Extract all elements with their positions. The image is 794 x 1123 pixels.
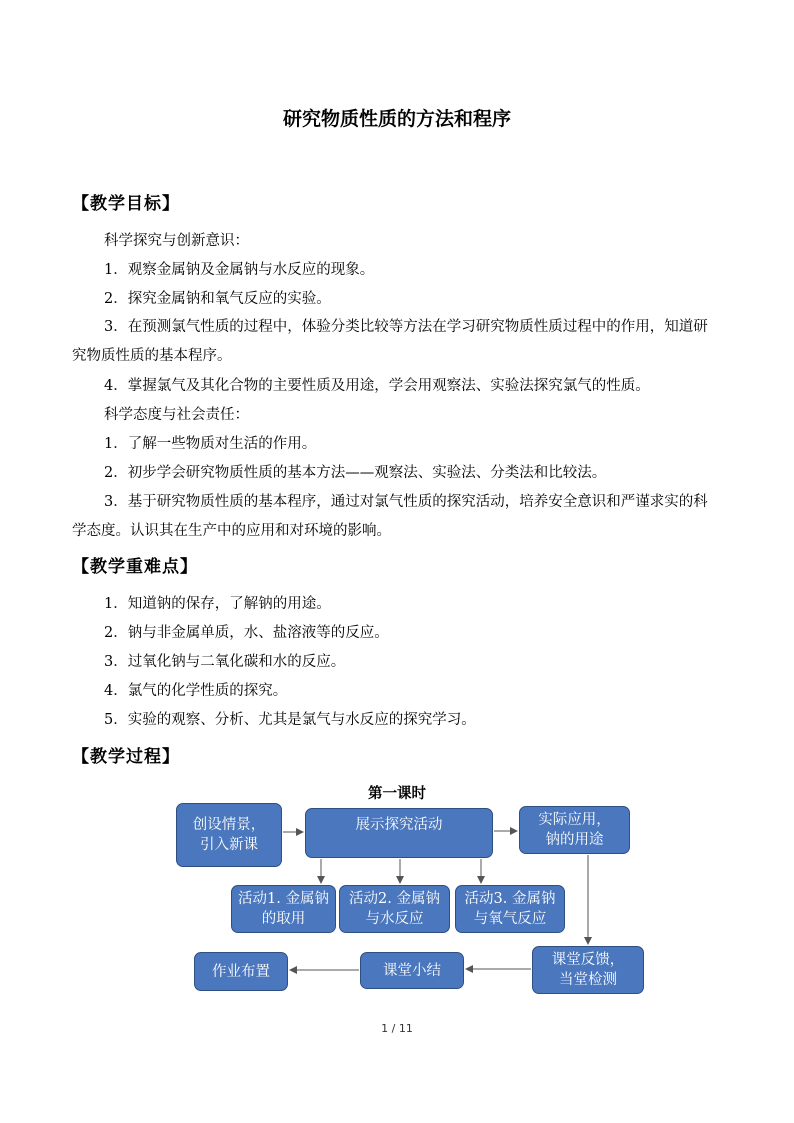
flow-node-activity-1: [231, 885, 336, 933]
flow-node-text: 活动1. 金属钠: [238, 891, 329, 907]
goals-item: 1．了解一些物质对生活的作用。: [104, 436, 317, 452]
keypoints-item: 5．实验的观察、分析、尤其是氯气与水反应的探究学习。: [104, 712, 476, 728]
keypoints-item: 2．钠与非金属单质，水、盐溶液等的反应。: [104, 625, 389, 641]
section-heading-goals: 【教学目标】: [72, 194, 180, 214]
flow-node-text: 钠的用途: [545, 832, 604, 848]
flow-node-text: 实际应用，: [538, 812, 611, 828]
goals-subheading-attitude: 科学态度与社会责任：: [104, 407, 249, 423]
flow-node-text: 课堂小结: [383, 962, 441, 979]
flow-node-text: 课堂反馈，: [551, 952, 625, 968]
flow-node-text: 引入新课: [200, 837, 258, 853]
flow-node-show: [305, 808, 493, 858]
document-title: 研究物质性质的方法和程序: [282, 108, 511, 130]
flow-node-feedback: [532, 946, 644, 994]
flow-node-text: 当堂检测: [559, 972, 617, 988]
keypoints-item: 3．过氧化钠与二氧化碳和水的反应。: [104, 654, 346, 670]
section-heading-process: 【教学过程】: [72, 747, 180, 767]
goals-item: 2．探究金属钠和氧气反应的实验。: [104, 291, 331, 307]
goals-item-paragraph: 3．在预测氯气性质的过程中，体验分类比较等方法在学习研究物质性质过程中的作用，知道研究物质性质的基本程序。: [72, 319, 708, 364]
goals-item: 4．掌握氯气及其化合物的主要性质及用途，学会用观察法、实验法探究氯气的性质。: [104, 378, 650, 394]
flow-node-activity-2: [339, 885, 450, 933]
flow-node-text: 作业布置: [212, 963, 270, 980]
flow-node-text: 展示探究活动: [355, 817, 443, 833]
flow-node-activity-3: [455, 885, 565, 933]
flow-node-summary: [360, 952, 464, 989]
keypoints-item: 1．知道钠的保存，了解钠的用途。: [104, 596, 331, 612]
flow-node-text: 与水反应: [365, 911, 424, 927]
flowchart-title: 第一课时: [368, 785, 426, 802]
flow-node-text: 的取用: [261, 911, 306, 927]
section-heading-keypoints: 【教学重难点】: [72, 557, 198, 577]
flow-node-apply: [519, 806, 630, 854]
goals-item: 2．初步学会研究物质性质的基本方法——观察法、实验法、分类法和比较法。: [104, 465, 607, 481]
flow-node-text: 活动2. 金属钠: [349, 891, 440, 907]
flow-node-text: 活动3. 金属钠: [464, 891, 556, 907]
flow-node-text: 创设情景，: [192, 817, 266, 833]
flow-node-intro: [176, 803, 282, 867]
flow-node-text: 与氧气反应: [473, 911, 547, 927]
goals-item: 1．观察金属钠及金属钠与水反应的现象。: [104, 262, 375, 278]
keypoints-item: 4．氯气的化学性质的探究。: [104, 683, 288, 699]
goals-subheading-inquiry: 科学探究与创新意识：: [104, 233, 249, 249]
goals-item-paragraph: 3．基于研究物质性质的基本程序，通过对氯气性质的探究活动，培养安全意识和严谨求实的科学态度。认识其在生产中的应用和对环境的影响。: [72, 494, 708, 539]
page-number: 1 / 11: [381, 1022, 413, 1035]
flow-node-homework: [194, 952, 288, 991]
